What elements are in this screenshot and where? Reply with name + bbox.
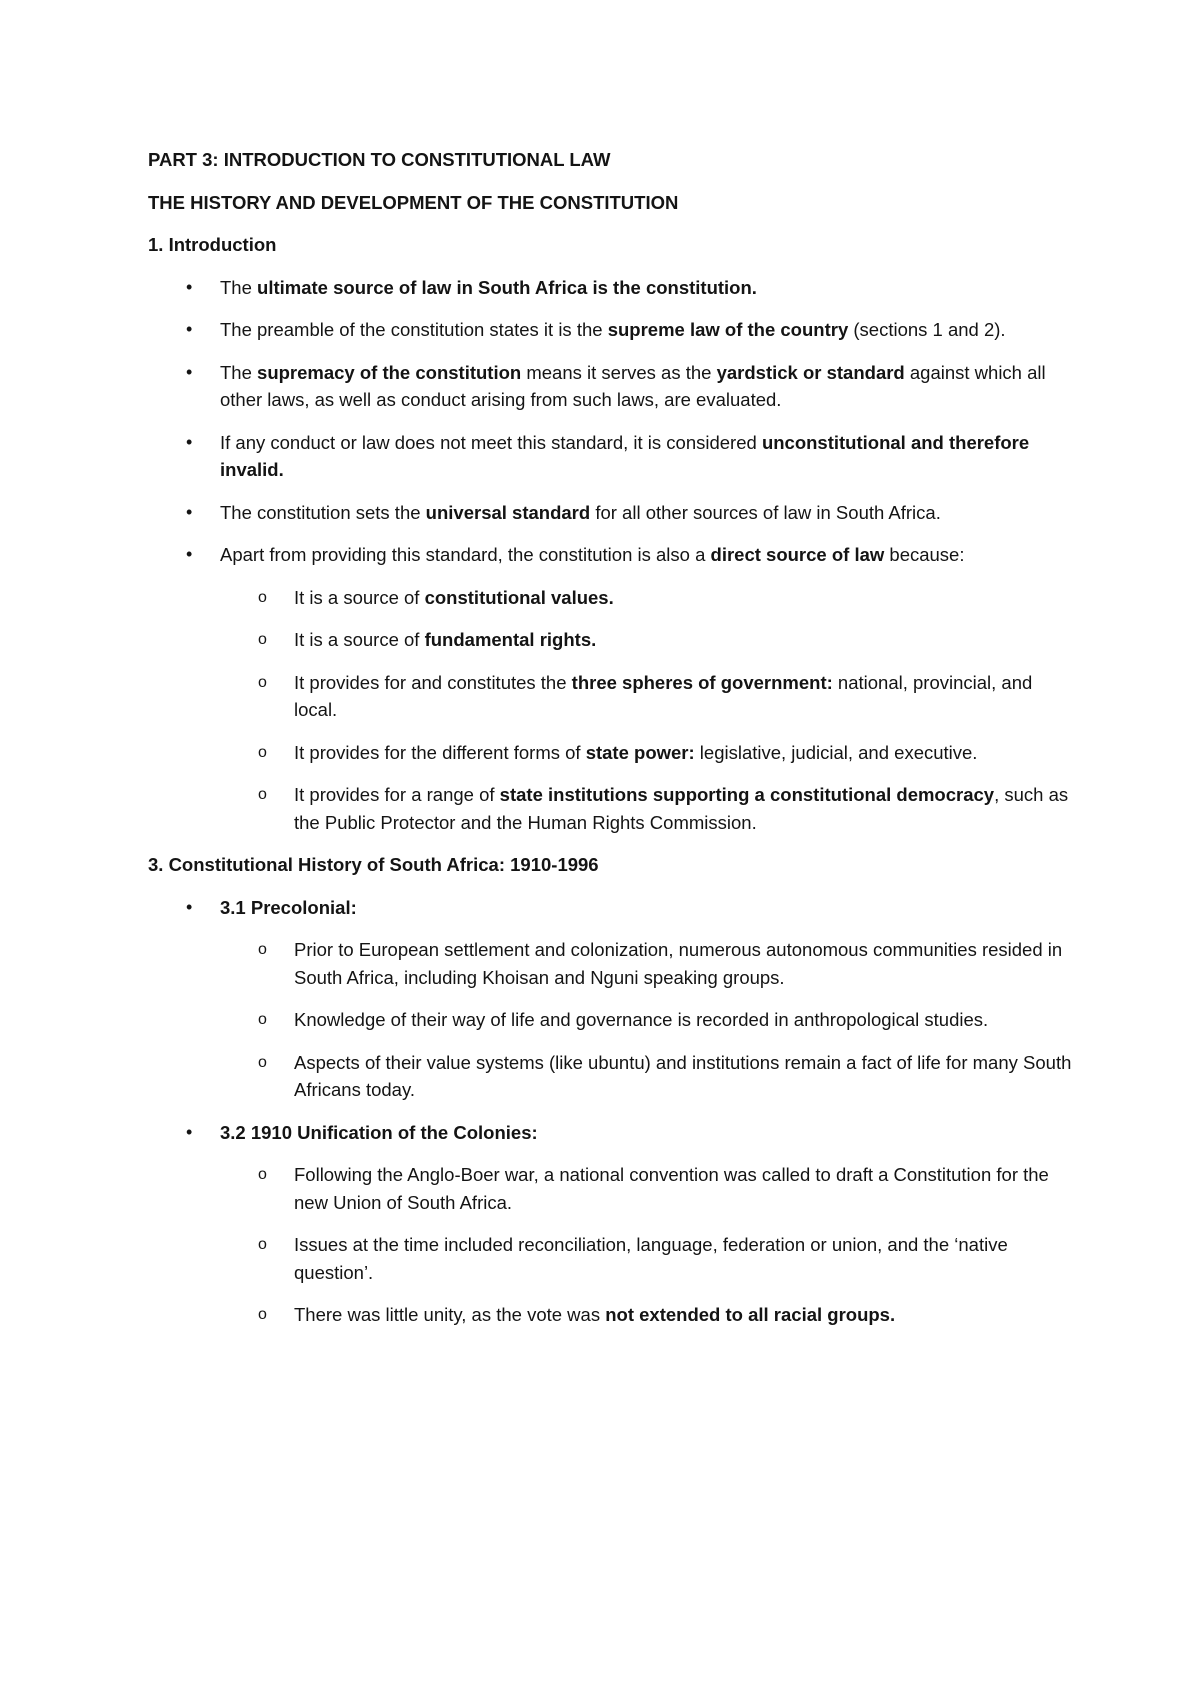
sub-list-item-text	[294, 936, 1078, 991]
sub-list-item-text	[294, 739, 1078, 767]
bold-text-run: state power:	[585, 741, 695, 763]
bullet-circle-icon: o	[258, 673, 267, 691]
bullet-dot-icon: •	[186, 544, 193, 564]
list-item	[148, 429, 1078, 484]
sub-bullet-list	[220, 936, 1078, 1104]
text-run: It provides for the different forms of	[294, 741, 586, 763]
document-subtitle: THE HISTORY AND DEVELOPMENT OF THE CONSTITUTION	[148, 191, 679, 213]
bullet-circle-icon: o	[258, 1011, 267, 1028]
text-run: If any conduct or law does not meet this standard, it is considered	[220, 431, 762, 453]
text-run: national, provincial, and local.	[294, 671, 1033, 720]
sub-list-item	[220, 669, 1078, 724]
section-heading: 3. Constitutional History of South Africa: 1910-1996	[148, 854, 599, 875]
bullet-circle-icon: o	[258, 1306, 267, 1323]
text-run: Aspects of their value systems (like ubuntu) and institutions remain a fact of life for many South Africans today.	[294, 1051, 1072, 1100]
sub-list-item-text	[294, 626, 1078, 654]
text-run: Following the Anglo-Boer war, a national convention was called to draft a Constitution for the new Union of South Africa.	[294, 1164, 1049, 1213]
text-run: It provides for and constitutes the	[294, 671, 572, 693]
text-run: There was little unity, as the vote was	[294, 1304, 606, 1325]
text-run: legislative, judicial, and executive.	[694, 741, 978, 763]
list-item	[148, 541, 1078, 836]
bullet-dot-icon: •	[186, 361, 193, 382]
sub-list-item	[220, 1049, 1078, 1104]
bullet-dot-icon: •	[186, 431, 193, 452]
bullet-circle-icon: o	[258, 1166, 267, 1183]
sub-list-item	[220, 584, 1078, 612]
text-run: The	[220, 276, 258, 298]
text-run: Prior to European settlement and colonization, numerous autonomous communities resided in South Africa, including Khoisan and Nguni speaking groups.	[294, 939, 1063, 988]
text-run: (sections 1 and 2).	[848, 319, 1006, 340]
bullet-dot-icon: •	[186, 1121, 193, 1142]
text-run: The constitution sets the	[220, 501, 426, 523]
text-run: The	[220, 361, 258, 383]
part-title: PART 3: INTRODUCTION TO CONSTITUTIONAL LAW	[148, 149, 611, 170]
bullet-dot-icon: •	[186, 501, 193, 522]
text-run: , such as the Public Protector and the Human Rights Commission.	[294, 784, 1069, 833]
section-heading: 1. Introduction	[148, 234, 277, 255]
bullet-list	[148, 274, 1078, 837]
bold-text-run: state institutions supporting a constitutional democracy	[499, 784, 995, 805]
sub-list-item	[220, 739, 1078, 767]
list-item	[148, 499, 1078, 527]
bullet-circle-icon: o	[258, 1236, 267, 1253]
bullet-circle-icon: o	[258, 1053, 267, 1071]
sub-list-item	[220, 1301, 1078, 1329]
bold-text-run: supremacy of the constitution	[257, 361, 522, 383]
text-run: for all other sources of law in South Africa.	[590, 501, 941, 523]
bullet-circle-icon: o	[258, 588, 267, 606]
bullet-dot-icon: •	[186, 319, 193, 339]
sub-list-item	[220, 781, 1078, 836]
bullet-circle-icon: o	[258, 786, 267, 803]
list-item-text	[220, 274, 1078, 302]
bold-text-run: not extended to all racial groups.	[605, 1304, 896, 1325]
text-run: Apart from providing this standard, the constitution is also a	[220, 544, 711, 565]
list-item-text	[220, 429, 1078, 484]
sub-list-item-text	[294, 1231, 1078, 1286]
sub-list-item-text	[294, 1049, 1078, 1104]
sub-list-item	[220, 1231, 1078, 1286]
bold-text-run: supreme law of the country	[607, 319, 849, 340]
text-run: means it serves as the	[521, 361, 717, 383]
bullet-dot-icon: •	[186, 896, 193, 917]
bullet-list	[148, 894, 1078, 1329]
list-item	[148, 316, 1078, 344]
list-item-text	[220, 1119, 1078, 1147]
bullet-circle-icon: o	[258, 941, 267, 958]
bullet-circle-icon: o	[258, 631, 267, 648]
text-run: It is a source of	[294, 629, 425, 650]
sub-list-item-text	[294, 584, 1078, 612]
bold-text-run: direct source of law	[710, 544, 885, 565]
sub-bullet-list	[220, 1161, 1078, 1329]
sub-bullet-list	[220, 584, 1078, 837]
list-item	[148, 894, 1078, 1104]
sub-list-item	[220, 1161, 1078, 1216]
document-page	[148, 146, 1078, 1344]
bold-text-run: yardstick or standard	[716, 361, 905, 383]
list-item-text	[220, 894, 1078, 922]
bold-text-run: universal standard	[425, 501, 591, 523]
list-item-text	[220, 499, 1078, 527]
sub-list-item-text	[294, 781, 1078, 836]
bullet-circle-icon: o	[258, 743, 267, 761]
list-item	[148, 359, 1078, 414]
bold-text-run: fundamental rights.	[424, 629, 597, 650]
sub-list-item-text	[294, 1301, 1078, 1329]
bold-text-run: 3.2 1910 Unification of the Colonies:	[220, 1121, 538, 1143]
sub-list-item-text	[294, 1161, 1078, 1216]
sub-list-item	[220, 1006, 1078, 1034]
sub-list-item-text	[294, 1006, 1078, 1034]
list-item-text	[220, 359, 1078, 414]
bold-text-run: 3.1 Precolonial:	[220, 896, 357, 918]
list-item	[148, 274, 1078, 302]
bold-text-run: unconstitutional and therefore invalid.	[220, 431, 1030, 480]
text-run: The preamble of the constitution states it is the	[220, 319, 608, 340]
sub-list-item	[220, 936, 1078, 991]
text-run: because:	[884, 544, 965, 565]
bold-text-run: constitutional values.	[424, 586, 614, 608]
text-run: Issues at the time included reconciliation, language, federation or union, and the ‘native question’.	[294, 1234, 1008, 1283]
bold-text-run: ultimate source of law in South Africa is the constitution.	[257, 276, 757, 298]
list-item-text	[220, 316, 1078, 344]
bullet-dot-icon: •	[186, 276, 193, 297]
sub-list-item	[220, 626, 1078, 654]
sections-container	[148, 231, 1078, 1329]
bold-text-run: three spheres of government:	[571, 671, 833, 693]
text-run: It is a source of	[294, 586, 425, 608]
sub-list-item-text	[294, 669, 1078, 724]
text-run: Knowledge of their way of life and governance is recorded in anthropological studies.	[294, 1009, 989, 1030]
list-item-text	[220, 541, 1078, 569]
text-run: against which all other laws, as well as conduct arising from such laws, are evaluated.	[220, 361, 1046, 410]
text-run: It provides for a range of	[294, 784, 500, 805]
list-item	[148, 1119, 1078, 1329]
